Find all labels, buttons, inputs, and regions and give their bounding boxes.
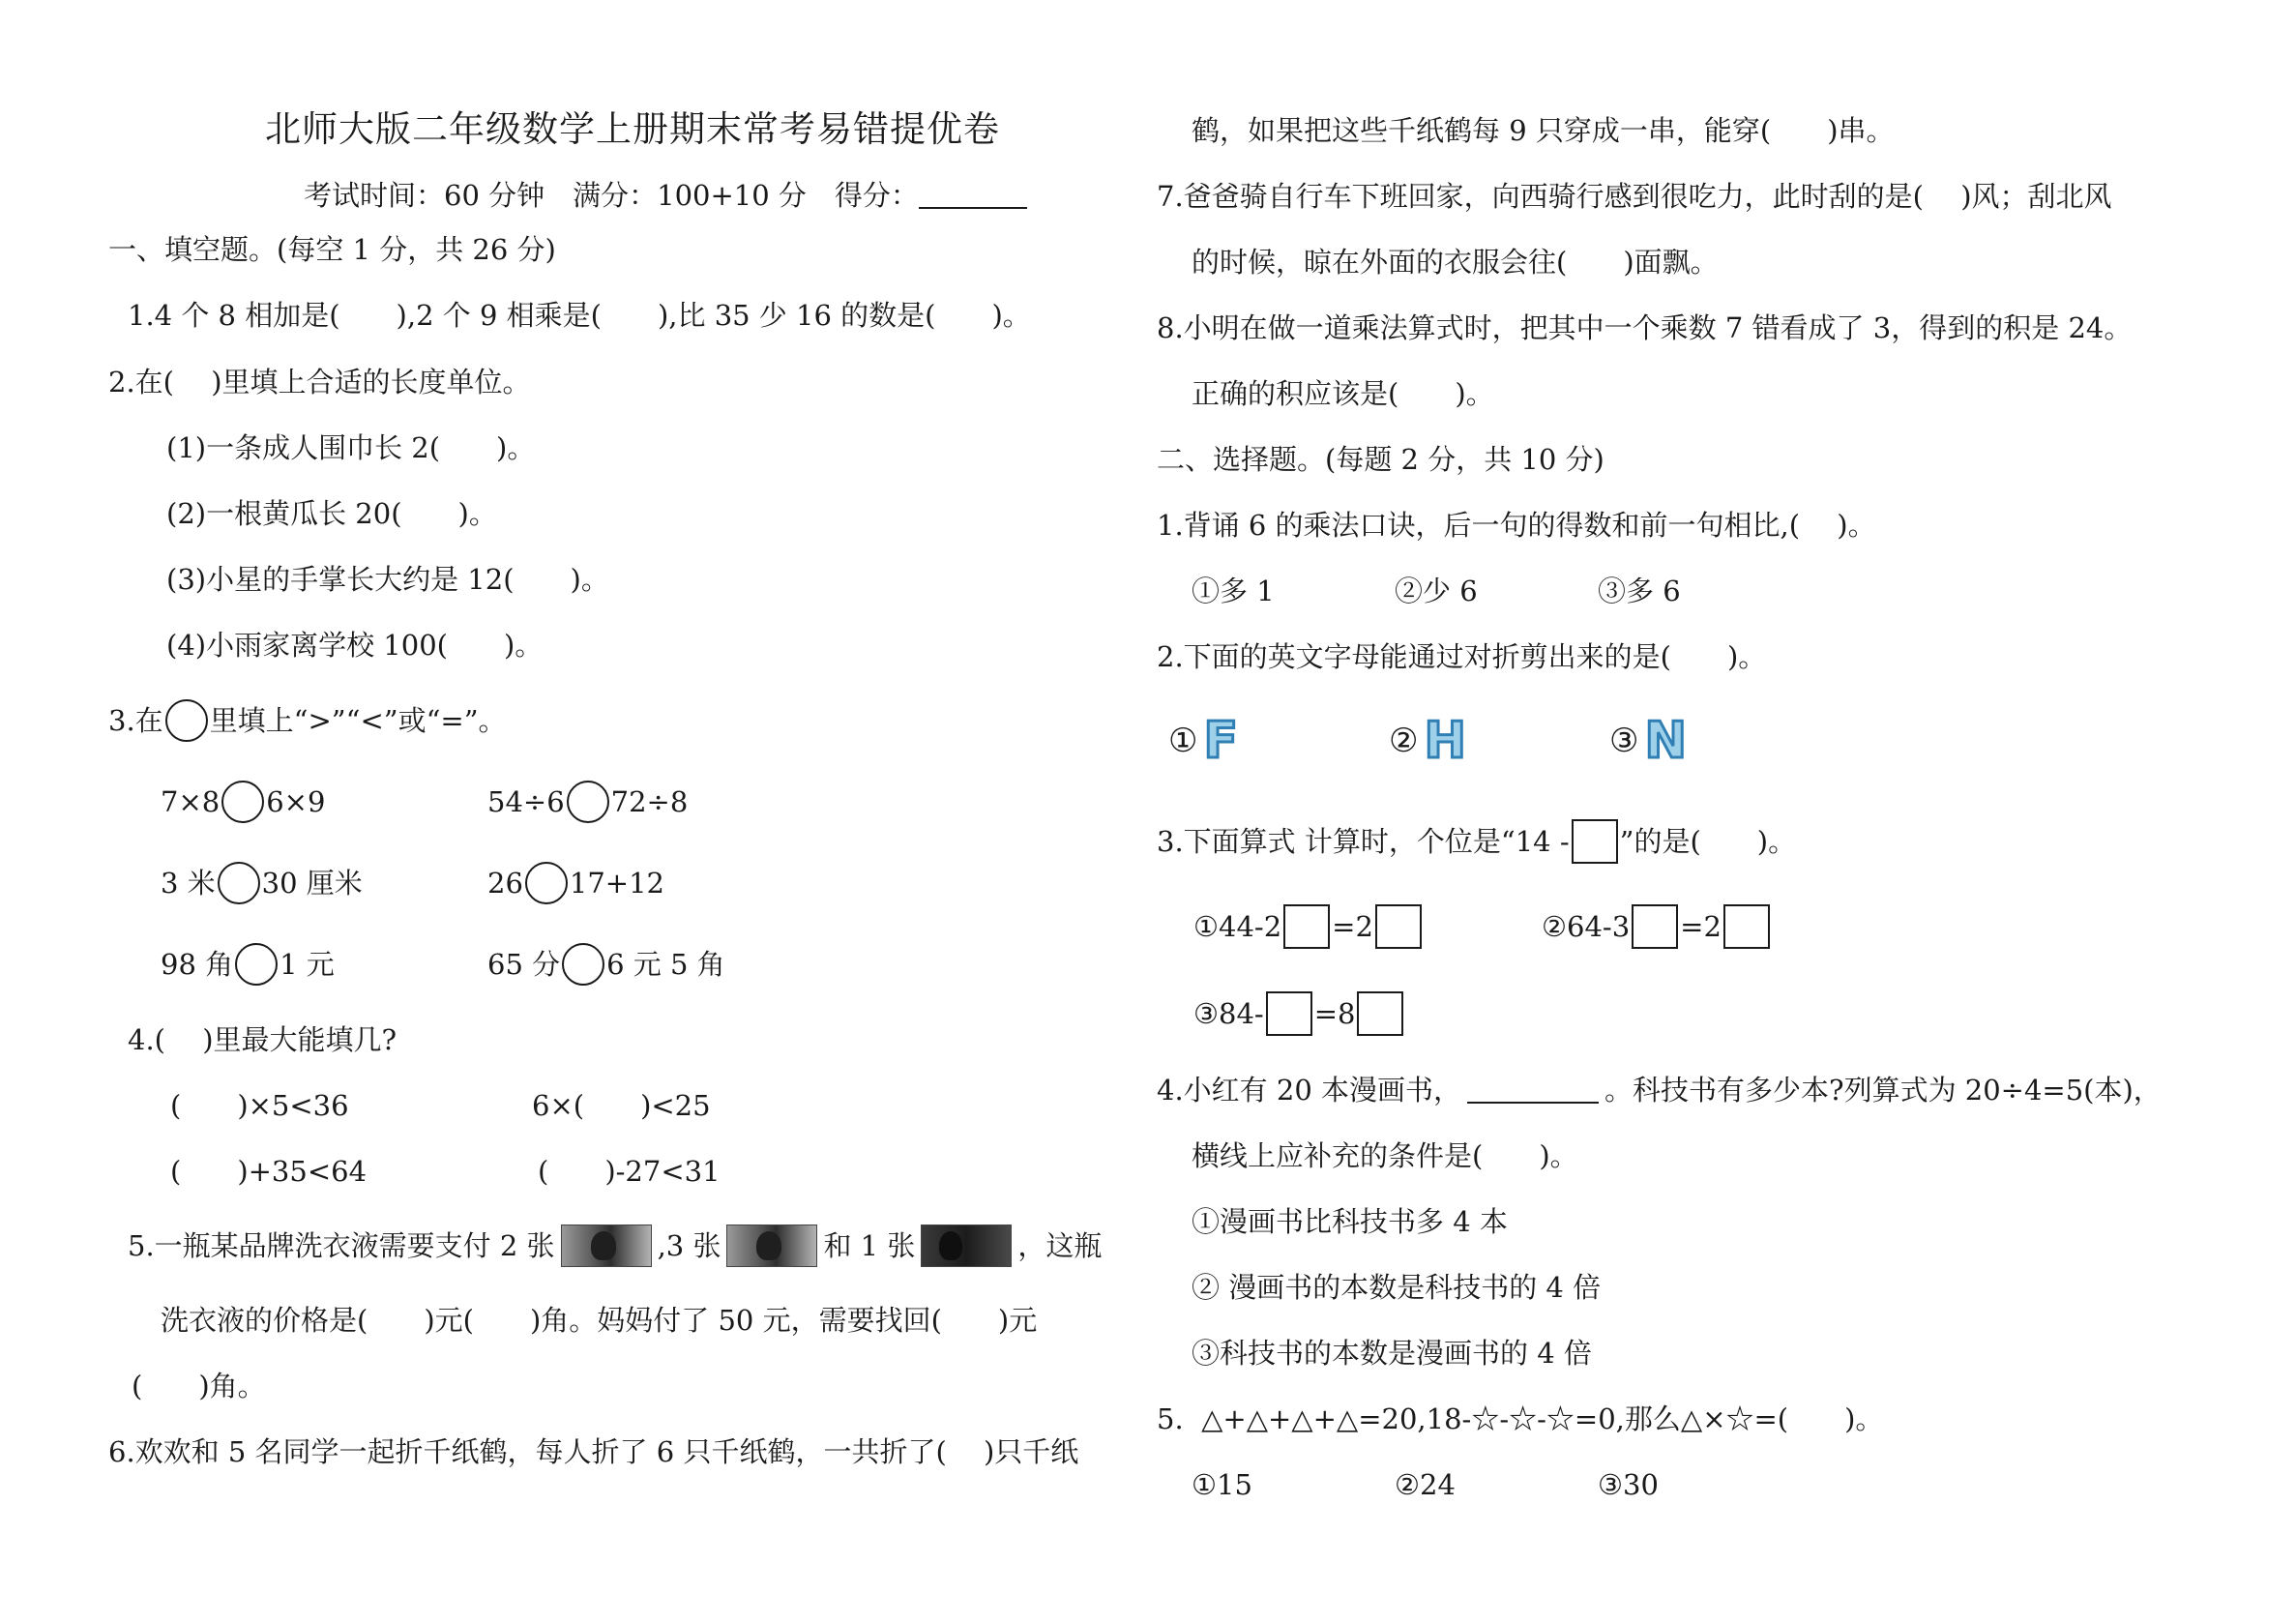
compare-right: 1 元 bbox=[280, 948, 335, 981]
choice-1 bbox=[1157, 508, 1876, 543]
fill-item-2 bbox=[532, 1088, 711, 1123]
compare-circle[interactable] bbox=[218, 862, 260, 904]
choice-1-text: 1.背诵 6 的乘法口诀，后一句的得数和前一句相比,( )。 bbox=[1157, 509, 1876, 542]
choice-4-cont bbox=[1192, 1138, 1578, 1173]
option-number: ② bbox=[1389, 722, 1419, 760]
fill-item-4 bbox=[538, 1154, 721, 1189]
question-1-4 bbox=[128, 1022, 397, 1057]
choice-5-text: 5. △+△+△+△=20,18-☆-☆-☆=0,那么△×☆=( )。 bbox=[1157, 1402, 1884, 1435]
compare-left: 3 米 bbox=[161, 867, 216, 900]
choice-2-text: 2.下面的英文字母能通过对折剪出来的是( )。 bbox=[1157, 640, 1767, 673]
banknote-icon bbox=[561, 1225, 652, 1267]
question-1-7-cont-text: 的时候，晾在外面的衣服会往( )面飘。 bbox=[1192, 246, 1719, 279]
question-1-1-text: 1.4 个 8 相加是( ),2 个 9 相乘是( ),比 35 少 16 的数是( )。 bbox=[128, 299, 1031, 332]
question-1-4-text: 4.( )里最大能填几? bbox=[128, 1023, 397, 1056]
question-1-6-cont bbox=[1192, 113, 1895, 148]
option-text: ①多 1 bbox=[1192, 575, 1275, 607]
compare-left: 65 分 bbox=[487, 948, 561, 981]
question-1-2-text: 2.在( )里填上合适的长度单位。 bbox=[108, 366, 531, 398]
option-text: ①15 bbox=[1192, 1468, 1252, 1501]
page-title bbox=[265, 108, 1000, 151]
question-1-5-part-d: ，这瓶 bbox=[1017, 1229, 1103, 1262]
option-text: ③多 6 bbox=[1598, 575, 1681, 607]
option-text: ①漫画书比科技书多 4 本 bbox=[1192, 1205, 1508, 1238]
compare-item-2 bbox=[487, 781, 688, 823]
compare-circle-example bbox=[165, 699, 208, 742]
question-1-3-pre: 3.在 bbox=[108, 704, 163, 737]
choice-4-cont-text: 横线上应补充的条件是( )。 bbox=[1192, 1139, 1578, 1172]
question-1-2-d bbox=[166, 628, 543, 663]
choice-3-option-2[interactable] bbox=[1542, 904, 1772, 949]
option-text: =2 bbox=[1332, 910, 1373, 943]
section-1-text: 一、填空题。(每空 1 分，共 26 分) bbox=[108, 233, 556, 266]
compare-item-4 bbox=[487, 862, 664, 904]
compare-right: 6 元 5 角 bbox=[606, 948, 725, 981]
option-text: ③30 bbox=[1598, 1468, 1659, 1501]
choice-4-option-1[interactable] bbox=[1192, 1204, 1508, 1239]
digit-box[interactable] bbox=[1283, 904, 1330, 949]
question-1-6-text: 6.欢欢和 5 名同学一起折千纸鹤，每人折了 6 只千纸鹤，一共折了( )只千纸 bbox=[108, 1435, 1079, 1468]
digit-box[interactable] bbox=[1375, 904, 1422, 949]
choice-5 bbox=[1157, 1402, 1883, 1436]
section-1-heading bbox=[108, 232, 556, 267]
question-1-5-part-b: ,3 张 bbox=[657, 1229, 721, 1262]
digit-box[interactable] bbox=[1266, 991, 1312, 1036]
option-text: ② 漫画书的本数是科技书的 4 倍 bbox=[1192, 1271, 1602, 1304]
question-1-3-post: 里填上“>”“<”或“=”。 bbox=[209, 704, 507, 737]
question-1-2-c bbox=[166, 562, 609, 597]
choice-2-option-1[interactable] bbox=[1168, 710, 1238, 772]
banknote-icon bbox=[726, 1225, 817, 1267]
letter-n-icon: N bbox=[1644, 712, 1688, 770]
exam-info-text: 考试时间：60 分钟 满分：100+10 分 得分： bbox=[304, 179, 919, 212]
choice-1-option-1[interactable] bbox=[1192, 574, 1275, 608]
option-text: ③84- bbox=[1193, 997, 1264, 1030]
compare-circle[interactable] bbox=[562, 943, 604, 986]
compare-circle[interactable] bbox=[235, 943, 278, 986]
score-blank[interactable] bbox=[919, 182, 1027, 209]
choice-3-option-1[interactable] bbox=[1193, 904, 1424, 949]
compare-left: 7×8 bbox=[161, 785, 221, 818]
condition-blank[interactable] bbox=[1467, 1077, 1599, 1104]
question-1-2-b bbox=[166, 496, 497, 531]
question-1-8-cont bbox=[1192, 376, 1494, 411]
question-1-5-part-a: 5.一瓶某品牌洗衣液需要支付 2 张 bbox=[128, 1229, 555, 1262]
compare-circle[interactable] bbox=[525, 862, 568, 904]
option-text: =8 bbox=[1313, 997, 1356, 1030]
question-1-2-b-text: (2)一根黄瓜长 20( )。 bbox=[166, 497, 497, 530]
option-number: ① bbox=[1168, 722, 1198, 760]
choice-4-option-2[interactable] bbox=[1192, 1270, 1601, 1305]
question-1-5-line-3-text: ( )角。 bbox=[132, 1370, 266, 1402]
option-text: ②64-3 bbox=[1542, 910, 1631, 943]
compare-right: 17+12 bbox=[569, 867, 665, 900]
question-1-5-line-3 bbox=[132, 1369, 266, 1403]
question-1-7-text: 7.爸爸骑自行车下班回家，向西骑行感到很吃力，此时刮的是( )风；刮北风 bbox=[1157, 180, 2112, 213]
question-1-5-part-c: 和 1 张 bbox=[823, 1229, 916, 1262]
question-1-7 bbox=[1157, 179, 2112, 214]
compare-circle[interactable] bbox=[567, 781, 609, 823]
choice-4-option-3[interactable] bbox=[1192, 1336, 1592, 1371]
compare-left: 54÷6 bbox=[487, 785, 565, 818]
choice-4-pre: 4.小红有 20 本漫画书， bbox=[1157, 1074, 1462, 1107]
question-1-6-cont-text: 鹤，如果把这些千纸鹤每 9 只穿成一串，能穿( )串。 bbox=[1192, 114, 1895, 147]
option-text: ②少 6 bbox=[1395, 575, 1478, 607]
question-1-2-a bbox=[166, 430, 535, 465]
fill-item-1 bbox=[170, 1088, 349, 1123]
choice-1-option-3[interactable] bbox=[1598, 574, 1681, 608]
letter-f-icon: F bbox=[1203, 712, 1239, 770]
fill-item-3 bbox=[170, 1154, 367, 1189]
digit-box[interactable] bbox=[1632, 904, 1678, 949]
compare-right: 6×9 bbox=[266, 785, 326, 818]
fill-item-text: 6×( )<25 bbox=[532, 1089, 711, 1122]
choice-4-post: 。科技书有多少本?列算式为 20÷4=5(本)， bbox=[1604, 1074, 2162, 1107]
option-text: ③科技书的本数是漫画书的 4 倍 bbox=[1192, 1337, 1592, 1370]
question-1-2-a-text: (1)一条成人围巾长 2( )。 bbox=[166, 431, 536, 464]
choice-2-option-2[interactable] bbox=[1389, 710, 1466, 772]
question-1-8 bbox=[1157, 310, 2132, 345]
banknote-icon bbox=[921, 1225, 1012, 1267]
choice-2-option-3[interactable] bbox=[1609, 710, 1687, 772]
fill-item-text: ( )+35<64 bbox=[170, 1155, 368, 1188]
question-1-5-line-2-text: 洗衣液的价格是( )元( )角。妈妈付了 50 元，需要找回( )元 bbox=[161, 1304, 1038, 1337]
choice-3 bbox=[1157, 819, 1796, 864]
fill-item-text: ( )-27<31 bbox=[538, 1155, 721, 1188]
digit-box[interactable] bbox=[1723, 904, 1770, 949]
exam-info bbox=[304, 178, 1027, 213]
question-1-3 bbox=[108, 699, 507, 742]
question-1-2-d-text: (4)小雨家离学校 100( )。 bbox=[166, 629, 544, 662]
compare-right: 72÷8 bbox=[610, 785, 689, 818]
compare-item-6 bbox=[487, 943, 725, 986]
compare-item-3 bbox=[161, 862, 363, 904]
fill-item-text: ( )×5<36 bbox=[170, 1089, 349, 1122]
question-1-1 bbox=[128, 298, 1031, 333]
option-text: ②24 bbox=[1395, 1468, 1456, 1501]
section-2-text: 二、选择题。(每题 2 分，共 10 分) bbox=[1157, 443, 1604, 476]
compare-item-1 bbox=[161, 781, 325, 823]
option-text: ①44-2 bbox=[1193, 910, 1282, 943]
question-1-7-cont bbox=[1192, 245, 1719, 280]
option-text: =2 bbox=[1680, 910, 1722, 943]
question-1-2 bbox=[108, 365, 531, 399]
choice-4 bbox=[1157, 1073, 2162, 1107]
question-1-8-text: 8.小明在做一道乘法算式时，把其中一个乘数 7 错看成了 3，得到的积是 24。 bbox=[1157, 311, 2133, 344]
choice-5-option-2[interactable] bbox=[1395, 1467, 1456, 1502]
compare-left: 26 bbox=[487, 867, 523, 900]
letter-h-icon: H bbox=[1424, 712, 1467, 770]
compare-circle[interactable] bbox=[221, 781, 264, 823]
digit-box bbox=[1572, 819, 1618, 864]
question-1-5-line-2 bbox=[161, 1303, 1037, 1338]
question-1-8-cont-text: 正确的积应该是( )。 bbox=[1192, 377, 1494, 410]
choice-2 bbox=[1157, 639, 1766, 674]
compare-right: 30 厘米 bbox=[261, 867, 363, 900]
choice-5-option-1[interactable] bbox=[1192, 1467, 1252, 1502]
option-number: ③ bbox=[1609, 722, 1639, 760]
question-1-2-c-text: (3)小星的手掌长大约是 12( )。 bbox=[166, 563, 609, 596]
choice-5-option-3[interactable] bbox=[1598, 1467, 1659, 1502]
choice-3-option-3[interactable] bbox=[1193, 991, 1405, 1036]
choice-3-pre: 3.下面算式 计算时，个位是“14 - bbox=[1157, 825, 1570, 858]
question-1-6 bbox=[108, 1434, 1078, 1469]
compare-left: 98 角 bbox=[161, 948, 234, 981]
digit-box[interactable] bbox=[1357, 991, 1403, 1036]
choice-1-option-2[interactable] bbox=[1395, 574, 1478, 608]
title-text: 北师大版二年级数学上册期末常考易错提优卷 bbox=[265, 108, 1000, 150]
choice-3-post: ”的是( )。 bbox=[1619, 825, 1797, 858]
section-2-heading bbox=[1157, 442, 1604, 477]
question-1-5 bbox=[128, 1225, 1102, 1267]
compare-item-5 bbox=[161, 943, 335, 986]
